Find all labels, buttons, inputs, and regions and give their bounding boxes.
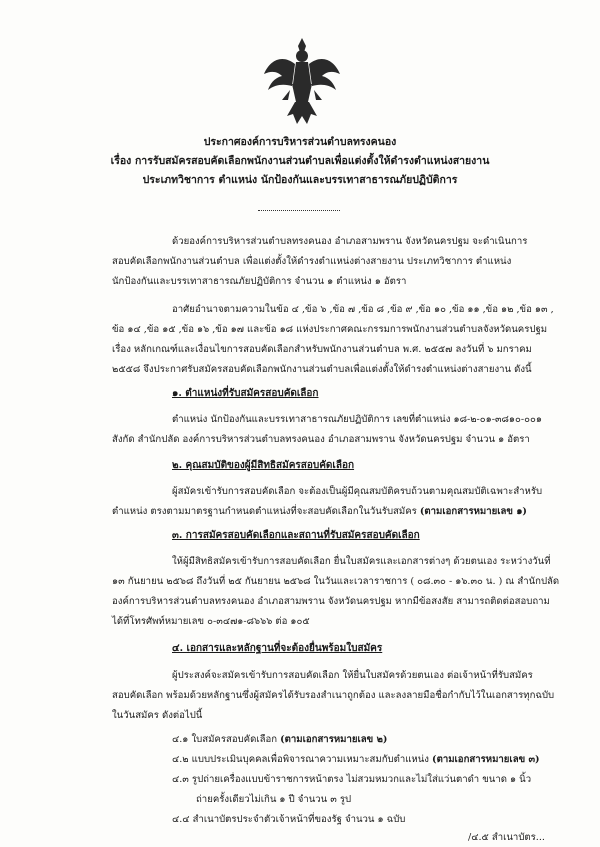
section3-line: ๑๓ กันยายน ๒๕๖๘ ถึงวันที่ ๒๕ กันยายน ๒๕๖๘ ในวันและเวลาราชการ ( ๐๘.๓๐ - ๑๖.๓๐ น. ) ณ สำนักปลัด [112,576,560,587]
document-list-item: ๔.๔ สำเนาบัตรประจำตัวเจ้าหน้าที่ของรัฐ จำนวน ๑ ฉบับ [172,814,406,825]
authority-line: ข้อ ๑๔ ,ข้อ ๑๕ ,ข้อ ๑๖ ,ข้อ ๑๗ และข้อ ๑๘ แห่งประกาศคณะกรรมการพนักงานส่วนตำบลจังหวัดนครปฐม [112,324,548,335]
document-list-item [172,751,540,769]
section3-line: ได้ที่โทรศัพท์หมายเลข ๐-๓๔๗๑-๘๖๖๖ ต่อ ๑๐๕ [112,616,310,627]
section3-line: องค์การบริหารส่วนตำบลทรงคนอง อำเภอสามพราน จังหวัดนครปฐม หากมีข้อสงสัย สามารถติดต่อสอบถาม [112,596,550,607]
section4-line: ผู้ประสงค์จะสมัครเข้ารับการสอบคัดเลือก ให้ยื่นใบสมัครด้วยตนเอง ต่อเจ้าหน้าที่รับสมัคร [172,670,533,681]
document-reference-1: (ตามเอกสารหมายเลข ๑) [419,506,527,517]
list-item-text: ๔.๒ แบบประเมินบุคคลเพื่อพิจารณาความเหมาะสมกับตำแหน่ง [172,754,429,765]
document-reference-2: (ตามเอกสารหมายเลข ๒) [280,734,388,745]
next-page-marker: /๔.๕ สำเนาบัตร... [468,832,545,843]
authority-line: อาศัยอำนาจตามความในข้อ ๔ ,ข้อ ๖ ,ข้อ ๗ ,ข้อ ๘ ,ข้อ ๙ ,ข้อ ๑๐ ,ข้อ ๑๑ ,ข้อ ๑๒ ,ข้อ ๑๓ , [172,304,554,315]
authority-line: ๒๕๕๘ จึงประกาศรับสมัครสอบคัดเลือกพนักงานส่วนตำบลเพื่อแต่งตั้งให้ดำรงตำแหน่งต่างสายงาน ดังนี้ [112,364,532,375]
section2-line: ผู้สมัครเข้ารับการสอบคัดเลือก จะต้องเป็นผู้มีคุณสมบัติครบถ้วนตามคุณสมบัติเฉพาะสำหรับ [172,486,543,497]
document-list-item-cont: ถ่ายครั้งเดียวไม่เกิน ๑ ปี จำนวน ๓ รูป [196,794,352,805]
announcement-issuer: ประกาศองค์การบริหารส่วนตำบลทรงคนอง [203,136,397,148]
section2-text: ตำแหน่ง ตรงตามมาตรฐานกำหนดตำแหน่งที่จะสอบคัดเลือกในวันรับสมัคร [112,506,417,517]
intro-line: ด้วยองค์การบริหารส่วนตำบลทรงคนอง อำเภอสามพราน จังหวัดนครปฐม จะดำเนินการ [172,236,528,247]
section2-line [112,503,527,521]
section-heading-3: ๓. การสมัครสอบคัดเลือกและสถานที่รับสมัครสอบคัดเลือก [172,530,420,541]
section4-line: สอบคัดเลือก พร้อมด้วยหลักฐานซึ่งผู้สมัครได้รับรองสำเนาถูกต้อง และลงลายมือชื่อกำกับไว้ในเอกสารทุกฉบับ [112,690,555,701]
section-heading-4: ๔. เอกสารและหลักฐานที่จะต้องยื่นพร้อมใบสมัคร [172,643,383,654]
document-list-item [172,731,387,749]
section1-line: สังกัด สำนักปลัด องค์การบริหารส่วนตำบลทรงคนอง อำเภอสามพราน จังหวัดนครปฐม จำนวน ๑ อัตรา [112,434,530,445]
section4-line: ในวันสมัคร ดังต่อไปนี้ [112,710,203,721]
section1-line: ตำแหน่ง นักป้องกันและบรรเทาสาธารณภัยปฏิบัติการ เลขที่ตำแหน่ง ๑๘-๒-๐๑-๓๘๑๐-๐๐๑ [172,414,542,425]
garuda-emblem-icon [262,34,342,132]
document-list-item: ๔.๓ รูปถ่ายเครื่องแบบข้าราชการหน้าตรง ไม่สวมหมวกและไม่ใส่แว่นตาดำ ขนาด ๑ นิ้ว [172,774,532,785]
intro-line: นักป้องกันและบรรเทาสาธารณภัยปฏิบัติการ จำนวน ๑ ตำแหน่ง ๑ อัตรา [112,276,407,287]
intro-line: สอบคัดเลือกพนักงานส่วนตำบล เพื่อแต่งตั้งให้ดำรงตำแหน่งต่างสายงาน ประเภทวิชาการ ตำแหน่ง [112,256,512,267]
section-heading-2: ๒. คุณสมบัติของผู้มีสิทธิสมัครสอบคัดเลือก [172,460,355,471]
section-heading-1: ๑. ตำแหน่งที่รับสมัครสอบคัดเลือก [172,388,319,399]
announcement-subject: เรื่อง การรับสมัครสอบคัดเลือกพนักงานส่วนตำบลเพื่อแต่งตั้งให้ดำรงตำแหน่งสายงาน [110,155,490,167]
authority-line: เรื่อง หลักเกณฑ์และเงื่อนไขการสอบคัดเลือกสำหรับพนักงานส่วนตำบล พ.ศ. ๒๕๕๗ ลงวันที่ ๖ มกราคม [112,344,532,355]
list-item-text: ๔.๑ ใบสมัครสอบคัดเลือก [172,734,278,745]
announcement-subject-cont: ประเภทวิชาการ ตำแหน่ง นักป้องกันและบรรเทาสาธารณภัยปฏิบัติการ [142,174,458,186]
section3-line: ให้ผู้มีสิทธิสมัครเข้ารับการสอบคัดเลือก ยื่นใบสมัครและเอกสารต่างๆ ด้วยตนเอง ระหว่างวันที่ [172,556,551,567]
document-reference-3: (ตามเอกสารหมายเลข ๓) [432,754,540,765]
title-separator [258,210,340,211]
